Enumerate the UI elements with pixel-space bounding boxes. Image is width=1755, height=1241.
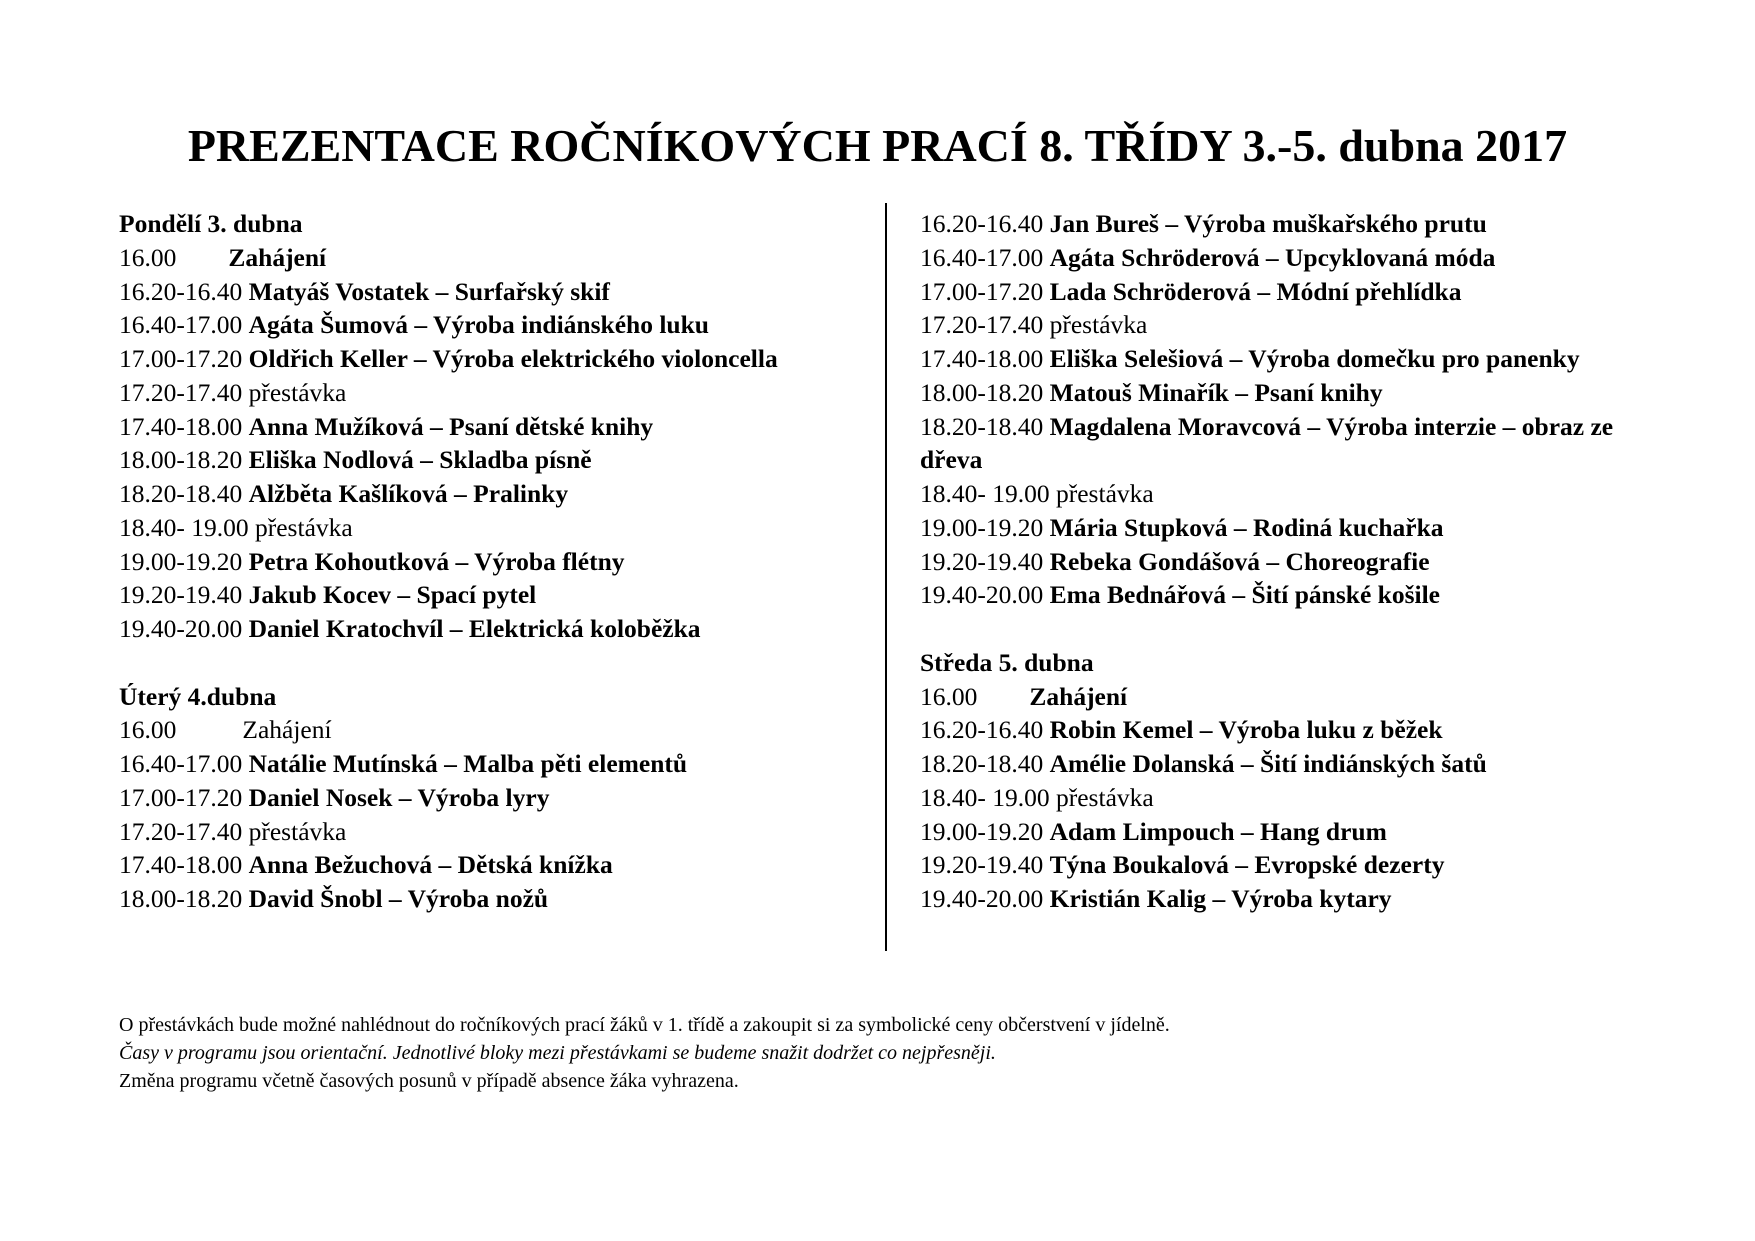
opening-time: 16.00 [119,242,177,272]
item-presentation: Rebeka Gondášová – Choreografie [1049,546,1430,576]
item-time: 18.00-18.20 [119,884,243,913]
break-item [119,376,859,410]
schedule-item [920,275,1630,309]
schedule-item [920,376,1630,410]
day-heading-wednesday: Středa 5. dubna [920,647,1094,677]
item-time: 17.40-18.00 [119,850,243,880]
schedule-item [920,241,1630,275]
item-presentation: Matouš Minařík – Psaní knihy [1049,377,1383,407]
item-time: 16.20-16.40 [920,715,1044,745]
item-presentation: Agáta Šumová – Výroba indiánského luku [248,310,709,340]
item-presentation: Anna Bežuchová – Dětská knížka [248,850,613,880]
schedule-item [920,511,1630,545]
schedule-item [119,275,859,309]
item-break-label: přestávka [1056,782,1154,812]
item-time: 18.00-18.20 [119,445,243,475]
schedule-item [119,781,859,815]
section-spacer [119,646,859,680]
item-presentation: Jan Bureš – Výroba muškařského prutu [1049,209,1487,238]
item-time: 19.00-19.20 [920,816,1044,846]
schedule-item [119,545,859,579]
item-break-label: přestávka [248,377,347,407]
schedule-item [119,443,859,477]
item-time: 16.20-16.40 [119,276,243,306]
section-spacer [920,612,1630,646]
schedule-item [119,612,859,646]
schedule-item [920,713,1630,747]
item-presentation: Ema Bednářová – Šití pánské košile [1049,580,1440,610]
item-time: 18.20-18.40 [119,479,243,508]
schedule-item [920,747,1630,781]
item-presentation: Lada Schröderová – Módní přehlídka [1049,276,1462,306]
item-time: 19.40-20.00 [920,884,1044,913]
schedule-item [119,848,859,882]
schedule-item [119,308,859,342]
schedule-list-tuesday-continued [920,207,1630,612]
item-break-label: přestávka [248,816,347,846]
opening-time: 16.00 [119,715,177,745]
schedule-item [119,342,859,376]
item-presentation: Petra Kohoutková – Výroba flétny [248,546,625,576]
item-time: 19.20-19.40 [920,546,1044,576]
day-heading-tuesday: Úterý 4.dubna [119,681,277,711]
break-item [920,781,1630,815]
schedule-item [920,207,1630,241]
item-presentation: Adam Limpouch – Hang drum [1049,816,1387,846]
item-time: 16.20-16.40 [920,209,1044,238]
item-time: 18.00-18.20 [920,377,1044,407]
item-time: 16.40-17.00 [119,749,243,778]
item-presentation: Anna Mužíková – Psaní dětské knihy [248,411,654,441]
schedule-item [920,848,1630,882]
schedule-item [920,882,1630,916]
item-presentation: Eliška Nodlová – Skladba písně [248,445,592,475]
left-column [119,207,859,916]
opening-time: 16.00 [920,681,978,711]
item-presentation: Eliška Selešiová – Výroba domečku pro panenky [1049,344,1580,373]
schedule-item [119,477,859,511]
item-presentation: Magdalena Moravcová – Výroba interzie – obraz ze dřeva [920,411,1614,475]
item-presentation: Alžběta Kašlíková – Pralinky [248,479,569,508]
opening-label: Zahájení [242,715,332,745]
item-time: 18.20-18.40 [920,749,1044,778]
schedule-item [119,882,859,916]
item-presentation: Robin Kemel – Výroba luku z běžek [1049,715,1443,745]
schedule-item [119,578,859,612]
item-time: 19.20-19.40 [920,850,1044,880]
item-break-label: přestávka [255,512,353,542]
opening-row-monday [119,241,859,275]
footer-note-times: Časy v programu jsou orientační. Jednotlivé bloky mezi přestávkami se budeme snažit dodržet co nejpřesněji. [119,1042,996,1064]
item-break-label: přestávka [1056,479,1154,508]
item-presentation: Natálie Mutínská – Malba pěti elementů [248,749,688,778]
schedule-item [119,747,859,781]
item-presentation: Amélie Dolanská – Šití indiánských šatů [1049,749,1487,778]
schedule-list-monday [119,275,859,646]
item-time: 19.40-20.00 [119,614,243,643]
item-time: 17.40-18.00 [920,344,1044,373]
item-time: 17.20-17.40 [920,310,1044,340]
break-item [920,308,1630,342]
item-time: 19.40-20.00 [920,580,1044,610]
item-time: 17.00-17.20 [119,782,243,812]
item-time: 19.20-19.40 [119,580,243,610]
opening-label: Zahájení [1029,681,1128,711]
item-time: 19.00-19.20 [920,512,1044,542]
item-time: 16.40-17.00 [119,310,243,340]
opening-row-wednesday [920,680,1630,714]
footer-note-changes: Změna programu včetně časových posunů v případě absence žáka vyhrazena. [119,1070,739,1092]
item-time: 17.40-18.00 [119,411,243,441]
item-presentation: Týna Boukalová – Evropské dezerty [1049,850,1445,880]
schedule-item [920,342,1630,376]
opening-row-tuesday [119,713,859,747]
schedule-list-wednesday [920,713,1630,916]
break-item [119,815,859,849]
item-presentation: Matyáš Vostatek – Surfařský skif [248,276,610,306]
item-time: 19.00-19.20 [119,546,243,576]
item-time: 18.40- 19.00 [920,479,1050,508]
right-column [920,207,1630,916]
item-presentation: Mária Stupková – Rodiná kuchařka [1049,512,1444,542]
page-title: PREZENTACE ROČNÍKOVÝCH PRACÍ 8. TŘÍDY 3.-5. dubna 2017 [187,120,1568,171]
footer-note-breaks: O přestávkách bude možné nahlédnout do ročníkových prací žáků v 1. třídě a zakoupit si za symbolické ceny občerstvení v jídelně. [119,1014,1170,1036]
item-time: 17.20-17.40 [119,816,243,846]
item-presentation: Daniel Nosek – Výroba lyry [248,782,550,812]
item-time: 17.20-17.40 [119,377,243,407]
schedule-item [920,815,1630,849]
item-presentation: Oldřich Keller – Výroba elektrického violoncella [248,344,778,373]
schedule-item [920,410,1630,478]
item-presentation: David Šnobl – Výroba nožů [248,884,549,913]
item-time: 18.40- 19.00 [119,512,249,542]
item-time: 16.40-17.00 [920,242,1044,272]
schedule-list-tuesday [119,747,859,916]
schedule-item [920,545,1630,579]
item-presentation: Kristián Kalig – Výroba kytary [1049,884,1392,913]
item-presentation: Jakub Kocev – Spací pytel [248,580,537,610]
column-divider [885,203,887,951]
opening-label: Zahájení [228,242,327,272]
break-item [920,477,1630,511]
item-break-label: přestávka [1049,310,1148,340]
item-time: 18.20-18.40 [920,411,1044,441]
day-heading-monday: Pondělí 3. dubna [119,209,303,238]
schedule-item [920,578,1630,612]
item-time: 17.00-17.20 [119,344,243,373]
footer-notes [119,1011,1679,1095]
item-presentation: Daniel Kratochvíl – Elektrická koloběžka [248,614,701,643]
item-time: 18.40- 19.00 [920,782,1050,812]
item-presentation: Agáta Schröderová – Upcyklovaná móda [1049,242,1496,272]
break-item [119,511,859,545]
item-time: 17.00-17.20 [920,276,1044,306]
schedule-item [119,410,859,444]
